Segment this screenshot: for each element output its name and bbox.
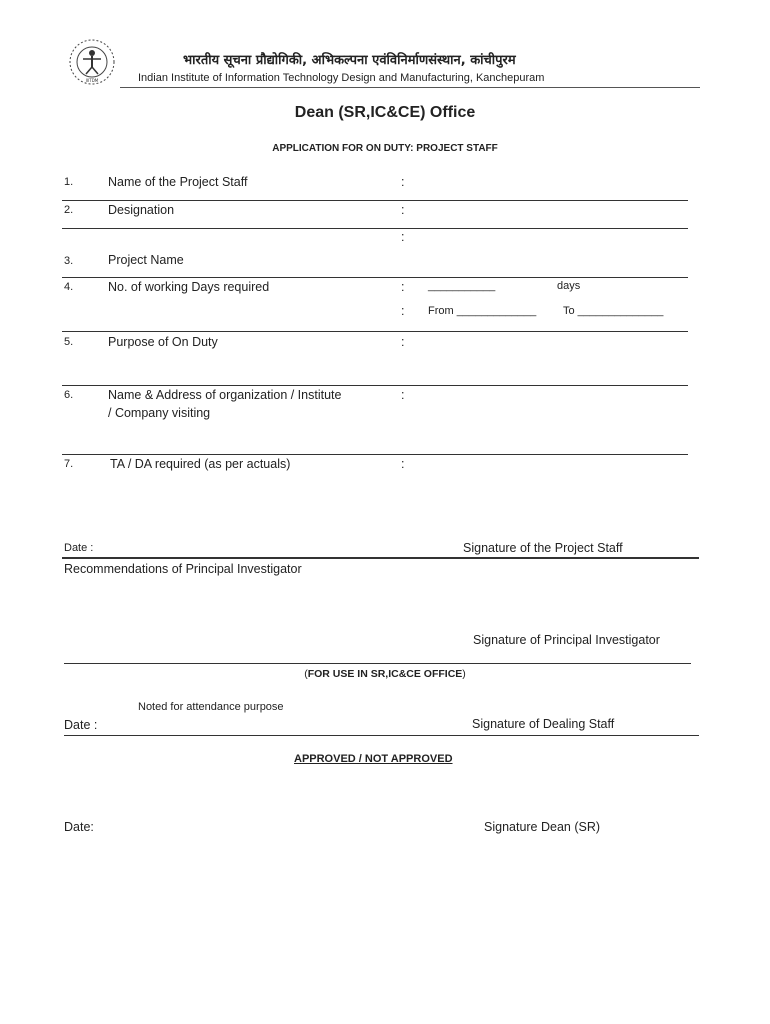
field-number: 2.: [64, 204, 74, 216]
dean-date-label: Date:: [64, 820, 94, 834]
field-number: 6.: [64, 389, 74, 401]
institute-name-english: Indian Institute of Information Technology Design and Manufacturing, Kanchepuram: [138, 72, 545, 84]
section-divider: [64, 735, 699, 736]
field-label-staff-name: Name of the Project Staff: [108, 175, 248, 189]
field-divider: [62, 277, 688, 278]
staff-date-label: Date :: [64, 542, 94, 554]
office-use-open: (: [304, 668, 308, 680]
approval-status: APPROVED / NOT APPROVED: [294, 753, 453, 765]
dealing-signature-label: Signature of Dealing Staff: [472, 717, 615, 731]
field-colon: :: [401, 457, 405, 471]
field-number: 3.: [64, 255, 74, 267]
field-label-designation: Designation: [108, 203, 175, 217]
field-colon: :: [401, 335, 405, 349]
field-label-project-name: Project Name: [108, 253, 184, 267]
form-title: APPLICATION FOR ON DUTY: PROJECT STAFF: [272, 143, 498, 154]
field-colon: :: [401, 175, 405, 189]
field-divider: [62, 454, 688, 455]
pi-recommendations-label: Recommendations of Principal Investigator: [64, 562, 302, 576]
field-colon: :: [401, 230, 405, 244]
logo-text: IIITDM: [85, 78, 99, 83]
field-divider: [62, 331, 688, 332]
field-label-purpose: Purpose of On Duty: [108, 335, 218, 349]
field-label-ta-da: TA / DA required (as per actuals): [110, 457, 291, 471]
days-label: days: [557, 280, 581, 292]
from-date-blank: From _____________: [428, 305, 537, 317]
office-title: Dean (SR,IC&CE) Office: [294, 104, 476, 121]
noted-text: Noted for attendance purpose: [138, 701, 284, 713]
staff-signature-label: Signature of the Project Staff: [463, 541, 623, 555]
header-divider: [120, 87, 700, 88]
field-colon: :: [401, 280, 405, 294]
field-number: 7.: [64, 458, 74, 470]
field-colon: :: [401, 304, 405, 318]
field-number: 1.: [64, 176, 74, 188]
field-divider: [62, 228, 688, 229]
dean-signature-label: Signature Dean (SR): [484, 820, 601, 834]
section-divider: [64, 663, 691, 664]
field-colon: :: [401, 388, 405, 402]
office-use-heading: [0, 668, 770, 680]
field-label-organization-line1: Name & Address of organization / Institute: [108, 388, 342, 402]
pi-signature-label: Signature of Principal Investigator: [473, 633, 660, 647]
days-blank: ___________: [428, 280, 496, 292]
field-label-working-days: No. of working Days required: [108, 280, 270, 294]
institute-name-hindi: भारतीय सूचना प्रौद्योगिकी, अभिकल्पना एवंविनिर्माणसंस्थान, कांचीपुरम: [183, 53, 516, 68]
section-divider: [62, 557, 699, 559]
field-colon: :: [401, 203, 405, 217]
to-date-blank: To ______________: [563, 305, 664, 317]
field-number: 4.: [64, 281, 74, 293]
office-use-close: ): [462, 668, 466, 680]
office-use-text: FOR USE IN SR,IC&CE OFFICE: [307, 668, 463, 680]
field-number: 5.: [64, 336, 74, 348]
field-divider: [62, 200, 688, 201]
field-divider: [62, 385, 688, 386]
field-label-organization-line2: / Company visiting: [108, 406, 211, 420]
dealing-date-label: Date :: [64, 718, 98, 732]
institute-logo: [66, 36, 118, 88]
